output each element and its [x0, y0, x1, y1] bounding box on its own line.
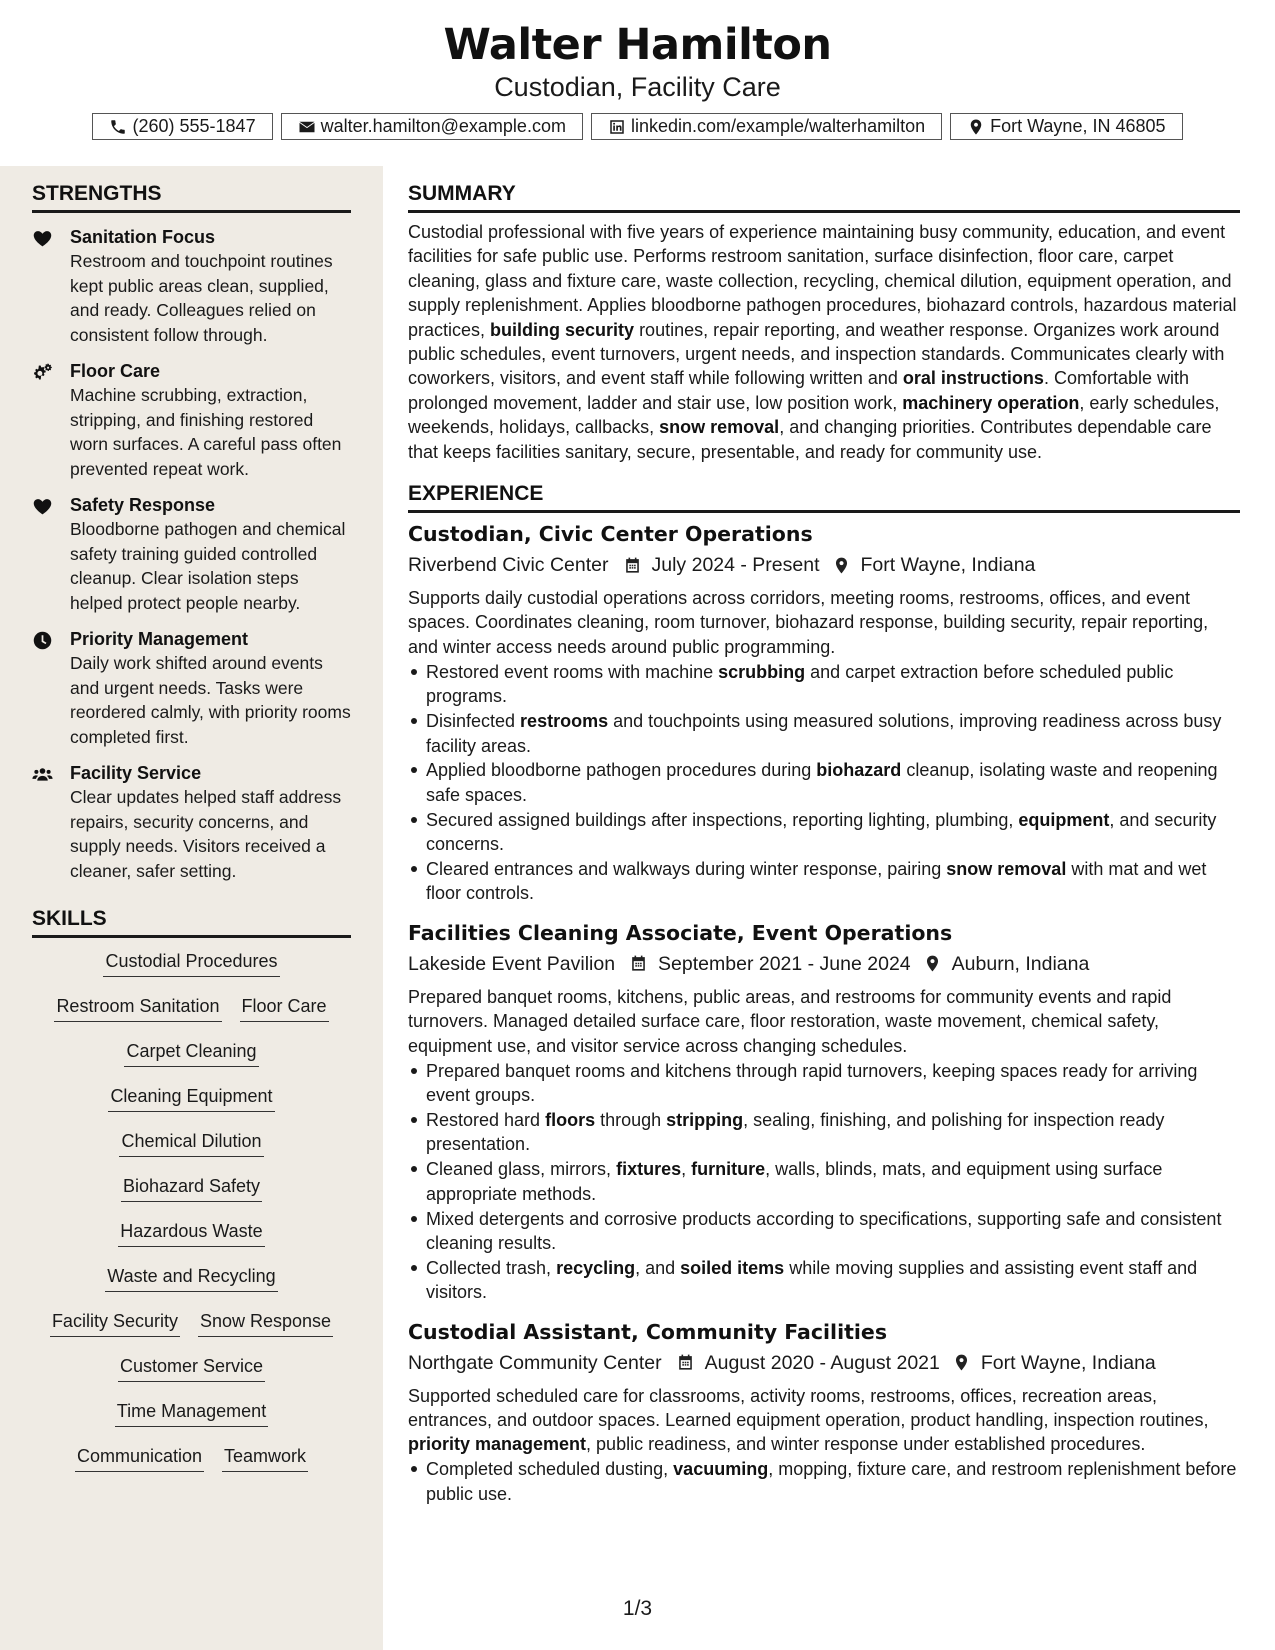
bold-keyword: restrooms: [520, 711, 609, 732]
bold-keyword: priority management: [408, 1434, 587, 1455]
text-run: Supported scheduled care for classrooms, activity rooms, restrooms, offices, recreation areas, entrances, and outdoor spaces. Learned equipment operation, product handling, inspection routines,: [408, 1385, 1209, 1431]
skill-tag: Restroom Sanitation: [54, 995, 221, 1022]
candidate-role: Custodian, Facility Care: [494, 72, 781, 102]
text-run: routines, repair reporting, and weather response. Organizes work around public schedules, event turnovers, urgent needs, and inspection standards. Communicates clearly with coworkers, visitors, and event staff while following written and: [408, 319, 1225, 389]
skill-row: [32, 1085, 351, 1130]
job-meta: [408, 550, 1240, 580]
heart-icon: [32, 493, 70, 615]
envelope-icon: [298, 118, 316, 136]
skill-row: [32, 1130, 351, 1175]
bold-keyword: equipment: [1018, 809, 1110, 830]
strength-description: Daily work shifted around events and urgent needs. Tasks were reordered calmly, with priority rooms completed first.: [70, 653, 351, 747]
strengths-heading: STRENGTHS: [32, 182, 351, 213]
text-run: , walls, blinds, mats, and equipment using surface appropriate methods.: [426, 1159, 1163, 1204]
text-run: , sealing, finishing, and polishing for inspection ready presentation.: [426, 1109, 1165, 1155]
bold-keyword: machinery operation: [902, 392, 1080, 413]
text-run: Prepared banquet rooms and kitchens through rapid turnovers, keeping spaces ready for arriving event groups.: [426, 1060, 1198, 1105]
list-item: [408, 1207, 1240, 1256]
sidebar: [0, 166, 383, 1650]
main-content: [408, 166, 1240, 1506]
job-dates: August 2020 - August 2021: [704, 1351, 940, 1374]
job-title: Facilities Cleaning Associate, Event Operations: [408, 920, 953, 945]
skill-tag: Customer Service: [118, 1355, 265, 1382]
strength-item: [32, 761, 351, 883]
users-icon: [32, 761, 70, 883]
job-description: [408, 586, 1240, 659]
job-entry: [408, 918, 1240, 1305]
job-location: Auburn, Indiana: [951, 952, 1090, 975]
text-run: and touchpoints using measured solutions, improving readiness across busy facility areas.: [426, 711, 1222, 756]
skill-tag: Cleaning Equipment: [108, 1085, 274, 1112]
job-location: Fort Wayne, Indiana: [980, 1351, 1156, 1374]
heart-icon: [32, 225, 70, 347]
text-run: ,: [681, 1159, 692, 1180]
bold-keyword: recycling: [556, 1257, 636, 1278]
strength-title: Floor Care: [70, 361, 161, 381]
employer-name: Lakeside Event Pavilion: [408, 952, 616, 975]
contact-item[interactable]: [281, 113, 583, 140]
candidate-name: Walter Hamilton: [443, 20, 832, 70]
contact-bar: [0, 113, 1275, 140]
calendar-icon: [615, 954, 658, 973]
skills-heading: SKILLS: [32, 907, 351, 938]
clock-icon: [32, 627, 70, 749]
calendar-icon: [662, 1353, 705, 1372]
text-run: . Comfortable with prolonged movement, ladder and stair use, low position work,: [408, 368, 1189, 413]
summary-text: [408, 220, 1240, 464]
text-run: Completed scheduled dusting,: [426, 1459, 674, 1480]
list-item: [408, 1157, 1240, 1206]
list-item: [408, 1256, 1240, 1305]
skills-list: [32, 950, 351, 1490]
skill-tag: Waste and Recycling: [105, 1265, 277, 1292]
text-run: while moving supplies and assisting event staff and visitors.: [426, 1257, 1198, 1303]
calendar-icon: [609, 556, 652, 575]
text-run: Prepared banquet rooms, kitchens, public areas, and restrooms for community events and rapid turnovers. Managed detailed surface care, floor restoration, waste movement, chemical safety, equipment use, and visitor service across changing schedules.: [408, 986, 1172, 1056]
contact-text: linkedin.com/example/walterhamilton: [630, 116, 926, 136]
list-item: [408, 709, 1240, 758]
list-item: [408, 758, 1240, 807]
text-run: through: [595, 1109, 667, 1130]
strength-title: Facility Service: [70, 763, 202, 783]
skill-tag: Communication: [75, 1445, 204, 1472]
skill-tag: Custodial Procedures: [103, 950, 279, 977]
bold-keyword: fixtures: [616, 1159, 682, 1180]
skill-row: [32, 1400, 351, 1445]
contact-item[interactable]: [591, 113, 942, 140]
skill-row: [32, 950, 351, 995]
text-run: Cleared entrances and walkways during winter response, pairing: [426, 859, 947, 880]
strength-item: [32, 359, 351, 481]
text-run: Collected trash,: [426, 1257, 557, 1278]
text-run: with mat and wet floor controls.: [426, 859, 1207, 904]
skill-tag: Hazardous Waste: [118, 1220, 264, 1247]
text-run: , public readiness, and winter response under established procedures.: [586, 1434, 1146, 1455]
bold-keyword: snow removal: [659, 417, 780, 438]
strengths-list: [32, 225, 351, 883]
map-pin-icon: [967, 118, 985, 136]
bold-keyword: furniture: [691, 1159, 766, 1180]
job-description: [408, 985, 1240, 1058]
skill-row: [32, 1445, 351, 1490]
employer-name: Riverbend Civic Center: [408, 554, 609, 577]
strength-title: Sanitation Focus: [70, 227, 216, 247]
job-entry: [408, 1317, 1240, 1507]
skill-row: [32, 1355, 351, 1400]
job-title: Custodian, Civic Center Operations: [408, 522, 813, 547]
map-pin-icon: [911, 954, 952, 973]
list-item: [408, 660, 1240, 709]
gears-icon: [32, 359, 70, 481]
list-item: [408, 1108, 1240, 1157]
skill-tag: Chemical Dilution: [119, 1130, 263, 1157]
bold-keyword: floors: [545, 1109, 596, 1130]
map-pin-icon: [940, 1353, 981, 1372]
skill-row: [32, 1220, 351, 1265]
bold-keyword: soiled items: [680, 1257, 785, 1278]
strength-title: Safety Response: [70, 495, 216, 515]
contact-text: (260) 555-1847: [132, 116, 256, 136]
bold-keyword: snow removal: [946, 859, 1067, 880]
text-run: Cleaned glass, mirrors,: [426, 1159, 617, 1180]
skill-row: [32, 1175, 351, 1220]
job-bullets: [408, 1457, 1240, 1506]
summary-heading: SUMMARY: [408, 182, 1240, 213]
bold-keyword: biohazard: [816, 760, 902, 781]
skill-tag: Biohazard Safety: [121, 1175, 262, 1202]
text-run: Restored event rooms with machine: [426, 661, 719, 682]
employer-name: Northgate Community Center: [408, 1351, 662, 1374]
list-item: [408, 1457, 1240, 1506]
strength-title: Priority Management: [70, 629, 249, 649]
job-bullets: [408, 1059, 1240, 1305]
page-number: 1/3: [622, 1597, 653, 1620]
job-entry: [408, 519, 1240, 906]
text-run: cleanup, isolating waste and reopening safe spaces.: [426, 760, 1218, 805]
text-run: , early schedules, weekends, holidays, callbacks,: [408, 392, 1220, 438]
strength-description: Bloodborne pathogen and chemical safety training guided controlled cleanup. Clear isolation steps helped protect people nearby.: [70, 519, 346, 613]
text-run: Restored hard: [426, 1109, 546, 1130]
skill-row: [32, 1310, 351, 1355]
skill-row: [32, 1040, 351, 1085]
strength-description: Clear updates helped staff address repairs, security concerns, and supply needs. Visitors received a cleaner, safer setting.: [70, 787, 342, 881]
text-run: Applied bloodborne pathogen procedures during: [426, 760, 817, 781]
text-run: Secured assigned buildings after inspections, reporting lighting, plumbing,: [426, 809, 1019, 830]
job-meta: [408, 949, 1240, 979]
bold-keyword: stripping: [666, 1109, 744, 1130]
list-item: [408, 808, 1240, 857]
map-pin-icon: [820, 556, 861, 575]
text-run: Custodial professional with five years of experience maintaining busy community, education, and event facilities for safe public use. Performs restroom sanitation, surface disinfection, floor care, carpet cleaning, glass and fixture care, waste collection, recycling, chemical dilution, equipment operation, and supply replenishment. Applies bloodborne pathogen procedures, biohazard controls, hazardous material practices,: [408, 222, 1237, 340]
strength-description: Machine scrubbing, extraction, stripping, and finishing restored worn surfaces. A careful pass often prevented repeat work.: [70, 385, 342, 479]
list-item: [408, 1059, 1240, 1108]
contact-item[interactable]: [92, 113, 272, 140]
experience-heading: EXPERIENCE: [408, 482, 1240, 513]
bold-keyword: building security: [490, 319, 635, 340]
job-dates: September 2021 - June 2024: [658, 952, 911, 975]
skill-tag: Facility Security: [50, 1310, 180, 1337]
strength-item: [32, 627, 351, 749]
contact-text: walter.hamilton@example.com: [320, 116, 566, 136]
contact-item[interactable]: [950, 113, 1182, 140]
job-description: [408, 1384, 1240, 1457]
text-run: , mopping, fixture care, and restroom replenishment before public use.: [426, 1459, 1237, 1504]
job-meta: [408, 1348, 1240, 1378]
text-run: and carpet extraction before scheduled public programs.: [426, 661, 1174, 707]
skill-row: [32, 1265, 351, 1310]
skill-tag: Floor Care: [240, 995, 329, 1022]
job-dates: July 2024 - Present: [651, 554, 820, 577]
strength-description: Restroom and touchpoint routines kept public areas clean, supplied, and ready. Colleagues relied on consistent follow through.: [70, 251, 333, 345]
linkedin-icon: [608, 118, 626, 136]
text-run: , and: [635, 1257, 681, 1278]
list-item: [408, 857, 1240, 906]
skill-tag: Carpet Cleaning: [124, 1040, 258, 1067]
resume-header: [0, 0, 1275, 166]
text-run: Supports daily custodial operations across corridors, meeting rooms, restrooms, offices, and event spaces. Coordinates cleaning, room turnover, biohazard response, building security, repair reporting, and winter access needs around public programming.: [408, 588, 1209, 657]
job-location: Fort Wayne, Indiana: [860, 554, 1036, 577]
skill-tag: Time Management: [115, 1400, 268, 1427]
phone-icon: [109, 118, 127, 136]
skill-row: [32, 995, 351, 1040]
job-title: Custodial Assistant, Community Facilities: [408, 1319, 888, 1344]
skill-tag: Teamwork: [222, 1445, 308, 1472]
contact-text: Fort Wayne, IN 46805: [990, 116, 1166, 136]
strength-item: [32, 225, 351, 347]
text-run: Disinfected: [426, 711, 521, 732]
text-run: , and changing priorities. Contributes dependable care that keeps facilities sanitary, secure, presentable, and ready for community use.: [408, 417, 1212, 462]
bold-keyword: vacuuming: [673, 1459, 769, 1480]
bold-keyword: oral instructions: [902, 368, 1044, 389]
strength-item: [32, 493, 351, 615]
text-run: , and security concerns.: [426, 809, 1217, 855]
experience-list: [408, 519, 1240, 1506]
text-run: Mixed detergents and corrosive products according to specifications, supporting safe and consistent cleaning results.: [426, 1208, 1222, 1253]
job-bullets: [408, 660, 1240, 906]
skill-tag: Snow Response: [198, 1310, 333, 1337]
bold-keyword: scrubbing: [718, 661, 806, 682]
